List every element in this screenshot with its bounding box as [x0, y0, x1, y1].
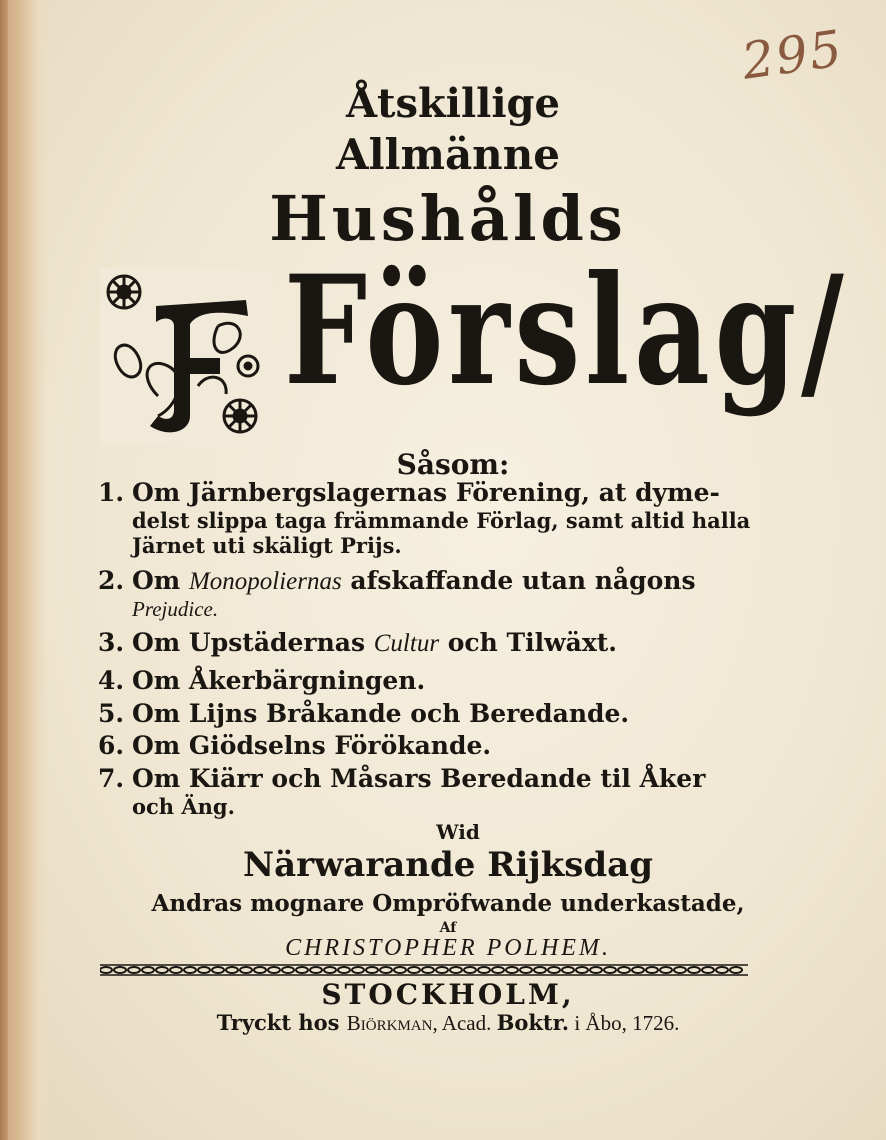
decorated-initial-f-icon	[98, 266, 276, 448]
ornament-link	[324, 967, 336, 973]
ornament-link	[170, 967, 182, 973]
ornament-link	[114, 967, 126, 973]
ornament-link	[506, 967, 518, 973]
ornament-link	[604, 967, 616, 973]
imprint-printer: Biörkman	[346, 1011, 433, 1035]
ornament-link	[450, 967, 462, 973]
item-3-suffix: och Tilwäxt.	[439, 628, 618, 657]
list-item-7	[98, 764, 758, 819]
list-item-5	[98, 699, 758, 729]
imprint-line	[0, 1010, 886, 1036]
ornament-link	[716, 967, 728, 973]
item-2-suffix: afskaffande utan någons	[341, 566, 696, 595]
item-3-italic: Cultur	[373, 630, 440, 657]
item-7-line-2: och Äng.	[132, 794, 235, 819]
ornament-link	[254, 967, 266, 973]
ornament-link	[702, 967, 714, 973]
list-item-4	[98, 666, 758, 696]
wid-label: Wid	[436, 820, 480, 844]
author-name: CHRISTOPHER POLHEM.	[285, 935, 611, 961]
ornament-link	[310, 967, 322, 973]
item-number: 4.	[98, 666, 125, 695]
item-number: 3.	[98, 628, 125, 657]
item-1-line-2: delst slippa taga främmande Förlag, samt altid halla	[132, 508, 751, 533]
ornament-link	[674, 967, 686, 973]
ornament-link	[338, 967, 350, 973]
ornament-link	[394, 967, 406, 973]
item-5-text: Om Lijns Bråkande och Beredande.	[132, 699, 630, 728]
title-line-1: Åtskillige	[346, 80, 560, 127]
item-number: 2.	[98, 566, 125, 595]
ornament-link	[730, 967, 742, 973]
imprint-boktr: Boktr.	[496, 1010, 570, 1035]
ornament-link	[100, 967, 112, 973]
ornament-link	[268, 967, 280, 973]
ornament-link	[520, 967, 532, 973]
andras-line: Andras mognare Ompröfwande underkastade,	[151, 890, 745, 917]
ornament-link	[660, 967, 672, 973]
item-6-text: Om Giödselns Förökande.	[132, 731, 492, 760]
item-4-text: Om Åkerbärgningen.	[132, 666, 426, 695]
ornament-link	[618, 967, 630, 973]
ornament-link	[436, 967, 448, 973]
place-of-printing: STOCKHOLM,	[321, 978, 575, 1011]
list-item-1	[98, 478, 758, 558]
ornament-link	[352, 967, 364, 973]
af-label: Af	[439, 920, 457, 936]
ornament-link	[688, 967, 700, 973]
ornament-link	[296, 967, 308, 973]
ornament-link	[478, 967, 490, 973]
riksdag-line: Närwarande Rijksdag	[243, 845, 653, 885]
imprint-place-year: i Åbo, 1726.	[569, 1011, 680, 1035]
ornament-link	[534, 967, 546, 973]
ornament-link	[492, 967, 504, 973]
title-line-3: Hushålds	[269, 182, 627, 255]
ornament-link	[142, 967, 154, 973]
ornament-link	[380, 967, 392, 973]
item-number: 7.	[98, 764, 125, 793]
ornament-link	[282, 967, 294, 973]
list-item-3	[98, 628, 758, 659]
item-7-text: Om Kiärr och Måsars Beredande til Åker	[132, 764, 706, 793]
list-item-6	[98, 731, 758, 761]
ornament-link	[198, 967, 210, 973]
item-1-line-3: Järnet uti skäligt Prijs.	[132, 533, 402, 558]
ornament-link	[240, 967, 252, 973]
title-line-2: Allmänne	[336, 130, 560, 179]
ornament-link	[590, 967, 602, 973]
item-number: 1.	[98, 478, 125, 507]
item-2-line-2: Prejudice.	[132, 597, 219, 621]
ornament-link	[184, 967, 196, 973]
ornament-link	[548, 967, 560, 973]
item-number: 6.	[98, 731, 125, 760]
sasom-heading: Såsom:	[396, 448, 510, 481]
ornament-link	[422, 967, 434, 973]
ornamental-rule-icon	[100, 962, 748, 978]
ornament-link	[576, 967, 588, 973]
item-3-prefix: Om Upstädernas	[132, 628, 374, 657]
ornament-link	[562, 967, 574, 973]
list-item-2	[98, 566, 758, 622]
ornament-link	[212, 967, 224, 973]
item-2-prefix: Om	[132, 566, 189, 595]
item-1-line-1: Om Järnbergslagernas Förening, at dyme-	[132, 478, 720, 507]
title-line-4: Förslag/	[284, 243, 849, 419]
ornament-link	[156, 967, 168, 973]
ornament-link	[128, 967, 140, 973]
ornament-link	[646, 967, 658, 973]
ornament-link	[632, 967, 644, 973]
ornament-link	[464, 967, 476, 973]
ornament-link	[408, 967, 420, 973]
handwritten-page-number: 295	[738, 19, 847, 91]
imprint-tryckt: Tryckt hos	[216, 1010, 340, 1035]
item-number: 5.	[98, 699, 125, 728]
ornament-link	[366, 967, 378, 973]
ornament-link	[226, 967, 238, 973]
item-2-italic: Monopoliernas	[188, 568, 342, 595]
imprint-acad: , Acad.	[432, 1011, 497, 1035]
